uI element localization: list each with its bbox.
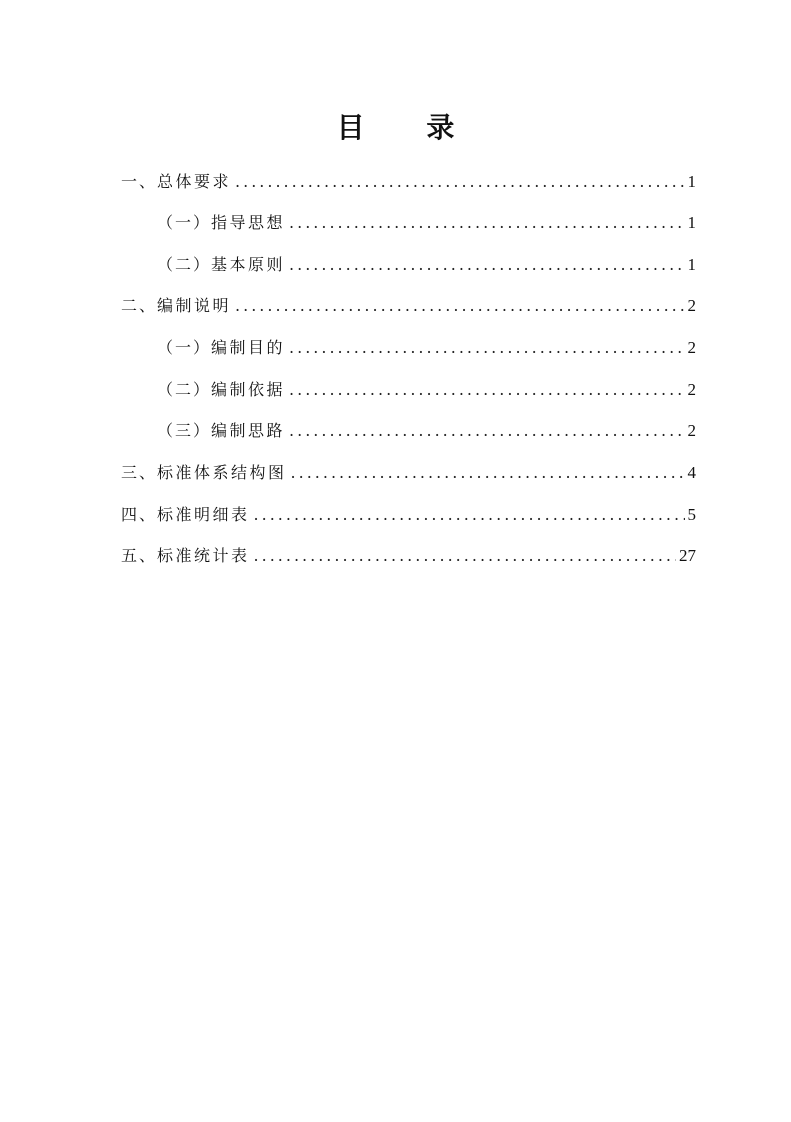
toc-entry-2-3[interactable]	[157, 416, 696, 446]
toc-entry-2-1[interactable]	[157, 333, 696, 363]
toc-entry-number: （二）	[157, 380, 212, 399]
toc-entry-1[interactable]	[121, 167, 696, 197]
dot-leader	[254, 541, 676, 571]
dot-leader	[289, 416, 684, 446]
toc-entry-number: 五、	[121, 546, 158, 565]
toc-entry-1-2[interactable]	[157, 250, 696, 280]
toc-entry-page: 1	[687, 255, 696, 274]
dot-leader	[291, 458, 685, 488]
toc-entry-label: 标准明细表	[157, 505, 250, 524]
toc-entry-5[interactable]	[121, 541, 696, 571]
toc-entry-number: 三、	[121, 463, 158, 482]
dot-leader	[289, 333, 684, 363]
toc-entry-number: （三）	[157, 421, 212, 440]
toc-entry-page: 4	[687, 463, 696, 482]
toc-entry-label: 编制思路	[211, 421, 286, 440]
toc-entry-page: 2	[687, 338, 696, 357]
toc-entry-number: （二）	[157, 255, 212, 274]
toc-entry-label: 编制说明	[157, 296, 232, 315]
toc-entry-label: 编制依据	[211, 380, 286, 399]
dot-leader	[235, 291, 684, 321]
toc-entry-page: 5	[687, 505, 696, 524]
dot-leader	[289, 375, 684, 405]
toc-entry-label: 标准统计表	[157, 546, 250, 565]
toc-entry-number: 二、	[121, 296, 158, 315]
toc-entry-page: 1	[687, 213, 696, 232]
toc-entry-3[interactable]	[121, 458, 696, 488]
toc-entry-number: （一）	[157, 213, 212, 232]
toc-entry-page: 2	[687, 296, 696, 315]
toc-entry-1-1[interactable]	[157, 208, 696, 238]
toc-title: 目 录	[336, 111, 481, 144]
dot-leader	[254, 500, 685, 530]
dot-leader	[289, 208, 684, 238]
dot-leader	[289, 250, 684, 280]
toc-entry-page: 27	[679, 546, 696, 565]
toc-entry-label: 总体要求	[157, 172, 232, 191]
dot-leader	[235, 167, 684, 197]
toc-entry-label: 指导思想	[211, 213, 286, 232]
toc-entry-label: 标准体系结构图	[157, 463, 287, 482]
toc-entry-page: 2	[687, 380, 696, 399]
toc-entry-number: 四、	[121, 505, 158, 524]
toc-entry-page: 1	[687, 172, 696, 191]
toc-entry-number: 一、	[121, 172, 158, 191]
toc-entry-4[interactable]	[121, 500, 696, 530]
toc-entry-label: 编制目的	[211, 338, 286, 357]
toc-entry-label: 基本原则	[211, 255, 286, 274]
toc-entry-2[interactable]	[121, 291, 696, 321]
toc-entry-page: 2	[687, 421, 696, 440]
toc-entry-number: （一）	[157, 338, 212, 357]
toc-entry-2-2[interactable]	[157, 375, 696, 405]
